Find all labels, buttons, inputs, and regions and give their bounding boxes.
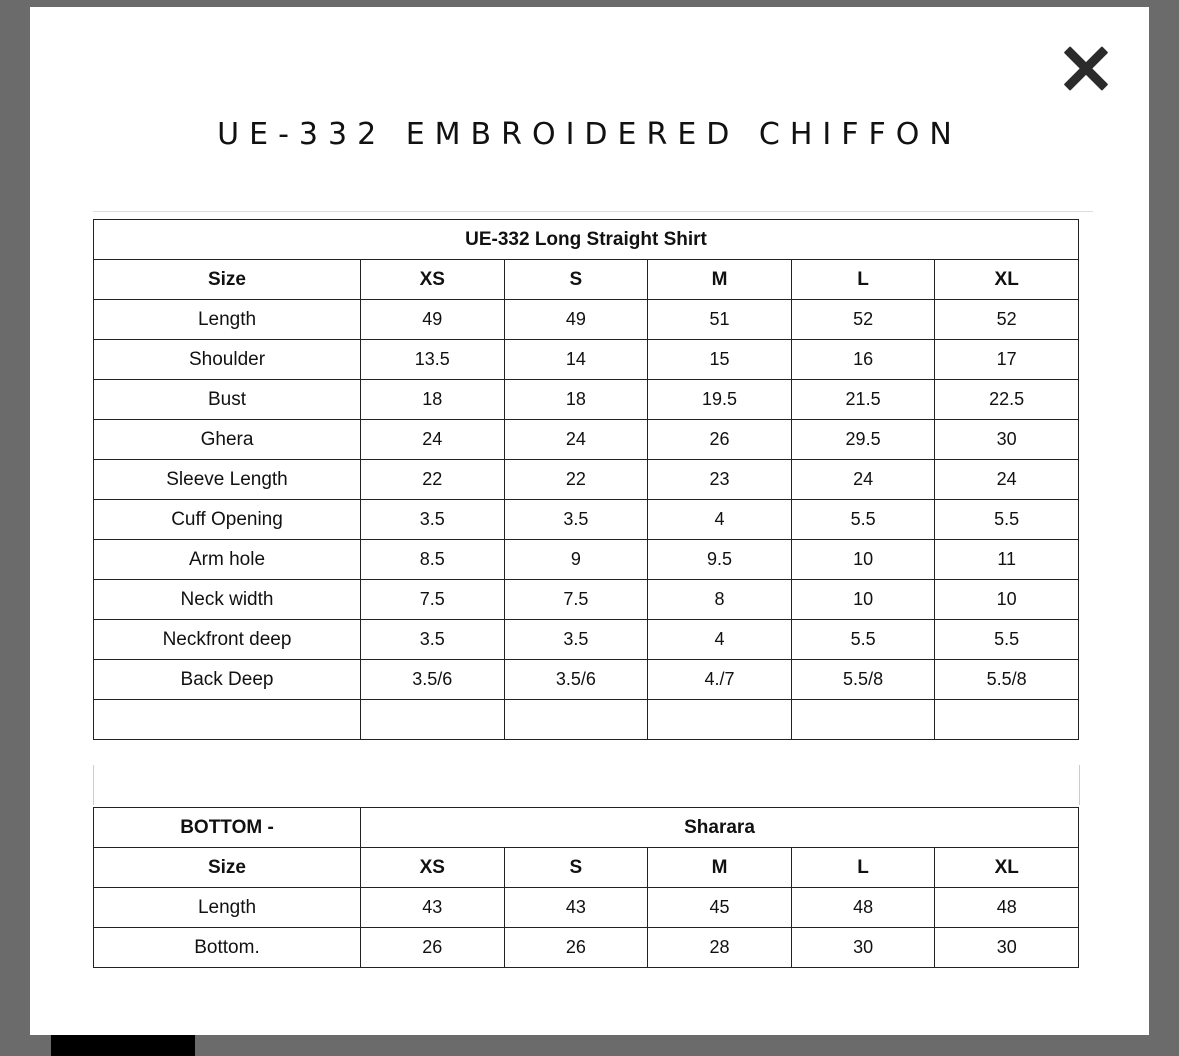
shirt-row-label: Shoulder [94, 340, 361, 380]
shirt-empty-row [94, 700, 1079, 740]
bottom-row-label: Length [94, 888, 361, 928]
shirt-cell: 49 [361, 300, 505, 340]
shirt-empty-cell [504, 700, 648, 740]
shirt-cell: 7.5 [361, 580, 505, 620]
bottom-cell: 48 [935, 888, 1079, 928]
shirt-row-arm-hole [94, 540, 1079, 580]
shirt-cell: 3.5/6 [361, 660, 505, 700]
bottom-size-xl: XL [935, 848, 1079, 888]
shirt-row-label: Ghera [94, 420, 361, 460]
bottom-heading-row [94, 808, 1079, 848]
shirt-cell: 3.5 [504, 500, 648, 540]
shirt-size-xs: XS [361, 260, 505, 300]
shirt-cell: 3.5 [361, 500, 505, 540]
shirt-cell: 4./7 [648, 660, 792, 700]
shirt-row-sleeve-length [94, 460, 1079, 500]
bottom-cell: 28 [648, 928, 792, 968]
bottom-size-s: S [504, 848, 648, 888]
bottom-cell: 48 [791, 888, 935, 928]
shirt-row-shoulder [94, 340, 1079, 380]
bottom-bar [51, 1035, 195, 1056]
shirt-row-length [94, 300, 1079, 340]
shirt-cell: 15 [648, 340, 792, 380]
shirt-cell: 22 [361, 460, 505, 500]
shirt-heading-row [94, 220, 1079, 260]
shirt-cell: 52 [935, 300, 1079, 340]
bottom-cell: 30 [935, 928, 1079, 968]
shirt-row-bust [94, 380, 1079, 420]
bottom-heading: Sharara [361, 808, 1079, 848]
bottom-size-xs: XS [361, 848, 505, 888]
shirt-size-s: S [504, 260, 648, 300]
shirt-size-table [93, 219, 1079, 740]
shirt-row-label: Back Deep [94, 660, 361, 700]
shirt-row-label: Arm hole [94, 540, 361, 580]
shirt-cell: 10 [935, 580, 1079, 620]
spacer-row [93, 765, 1080, 805]
shirt-cell: 9 [504, 540, 648, 580]
shirt-row-label: Neck width [94, 580, 361, 620]
size-chart [93, 211, 1093, 981]
shirt-empty-cell [648, 700, 792, 740]
shirt-cell: 17 [935, 340, 1079, 380]
bottom-size-header-row [94, 848, 1079, 888]
bottom-row-bottom [94, 928, 1079, 968]
bottom-size-l: L [791, 848, 935, 888]
bottom-cell: 45 [648, 888, 792, 928]
shirt-cell: 14 [504, 340, 648, 380]
shirt-cell: 11 [935, 540, 1079, 580]
shirt-row-cuff-opening [94, 500, 1079, 540]
shirt-cell: 3.5/6 [504, 660, 648, 700]
shirt-row-label: Cuff Opening [94, 500, 361, 540]
shirt-row-back-deep [94, 660, 1079, 700]
shirt-cell: 24 [935, 460, 1079, 500]
grid-divider [93, 211, 1093, 218]
bottom-row-label: Bottom. [94, 928, 361, 968]
shirt-cell: 18 [504, 380, 648, 420]
shirt-cell: 23 [648, 460, 792, 500]
shirt-cell: 24 [361, 420, 505, 460]
shirt-row-ghera [94, 420, 1079, 460]
shirt-size-l: L [791, 260, 935, 300]
shirt-cell: 4 [648, 500, 792, 540]
shirt-empty-cell [791, 700, 935, 740]
shirt-cell: 22.5 [935, 380, 1079, 420]
shirt-cell: 7.5 [504, 580, 648, 620]
bottom-size-table [93, 807, 1079, 968]
bottom-cell: 43 [361, 888, 505, 928]
shirt-row-label: Neckfront deep [94, 620, 361, 660]
shirt-cell: 26 [648, 420, 792, 460]
bottom-cell: 26 [361, 928, 505, 968]
size-chart-modal [30, 7, 1149, 1035]
shirt-empty-cell [361, 700, 505, 740]
page-title: UE-332 EMBROIDERED CHIFFON [217, 117, 962, 152]
shirt-size-xl: XL [935, 260, 1079, 300]
bottom-cell: 26 [504, 928, 648, 968]
shirt-cell: 49 [504, 300, 648, 340]
shirt-empty-cell [935, 700, 1079, 740]
bottom-cell: 30 [791, 928, 935, 968]
shirt-cell: 5.5 [935, 500, 1079, 540]
bottom-size-m: M [648, 848, 792, 888]
bottom-label: BOTTOM - [94, 808, 361, 848]
shirt-size-header-row [94, 260, 1079, 300]
shirt-cell: 5.5/8 [791, 660, 935, 700]
shirt-cell: 22 [504, 460, 648, 500]
shirt-cell: 5.5 [791, 500, 935, 540]
shirt-cell: 5.5/8 [935, 660, 1079, 700]
shirt-cell: 10 [791, 540, 935, 580]
shirt-cell: 9.5 [648, 540, 792, 580]
shirt-heading: UE-332 Long Straight Shirt [94, 220, 1079, 260]
shirt-size-label: Size [94, 260, 361, 300]
shirt-cell: 8 [648, 580, 792, 620]
shirt-cell: 52 [791, 300, 935, 340]
shirt-cell: 16 [791, 340, 935, 380]
shirt-size-m: M [648, 260, 792, 300]
shirt-cell: 8.5 [361, 540, 505, 580]
shirt-cell: 51 [648, 300, 792, 340]
shirt-cell: 24 [504, 420, 648, 460]
shirt-row-label: Length [94, 300, 361, 340]
shirt-cell: 4 [648, 620, 792, 660]
bottom-row-length [94, 888, 1079, 928]
bottom-size-label: Size [94, 848, 361, 888]
shirt-row-label: Sleeve Length [94, 460, 361, 500]
shirt-cell: 21.5 [791, 380, 935, 420]
shirt-cell: 18 [361, 380, 505, 420]
bottom-cell: 43 [504, 888, 648, 928]
close-icon[interactable] [1063, 45, 1109, 91]
shirt-row-neckfront-deep [94, 620, 1079, 660]
shirt-empty-cell [94, 700, 361, 740]
shirt-cell: 3.5 [504, 620, 648, 660]
shirt-cell: 3.5 [361, 620, 505, 660]
shirt-cell: 24 [791, 460, 935, 500]
shirt-cell: 5.5 [935, 620, 1079, 660]
shirt-cell: 5.5 [791, 620, 935, 660]
shirt-cell: 13.5 [361, 340, 505, 380]
shirt-cell: 30 [935, 420, 1079, 460]
shirt-row-neck-width [94, 580, 1079, 620]
shirt-cell: 29.5 [791, 420, 935, 460]
shirt-row-label: Bust [94, 380, 361, 420]
shirt-cell: 19.5 [648, 380, 792, 420]
shirt-cell: 10 [791, 580, 935, 620]
